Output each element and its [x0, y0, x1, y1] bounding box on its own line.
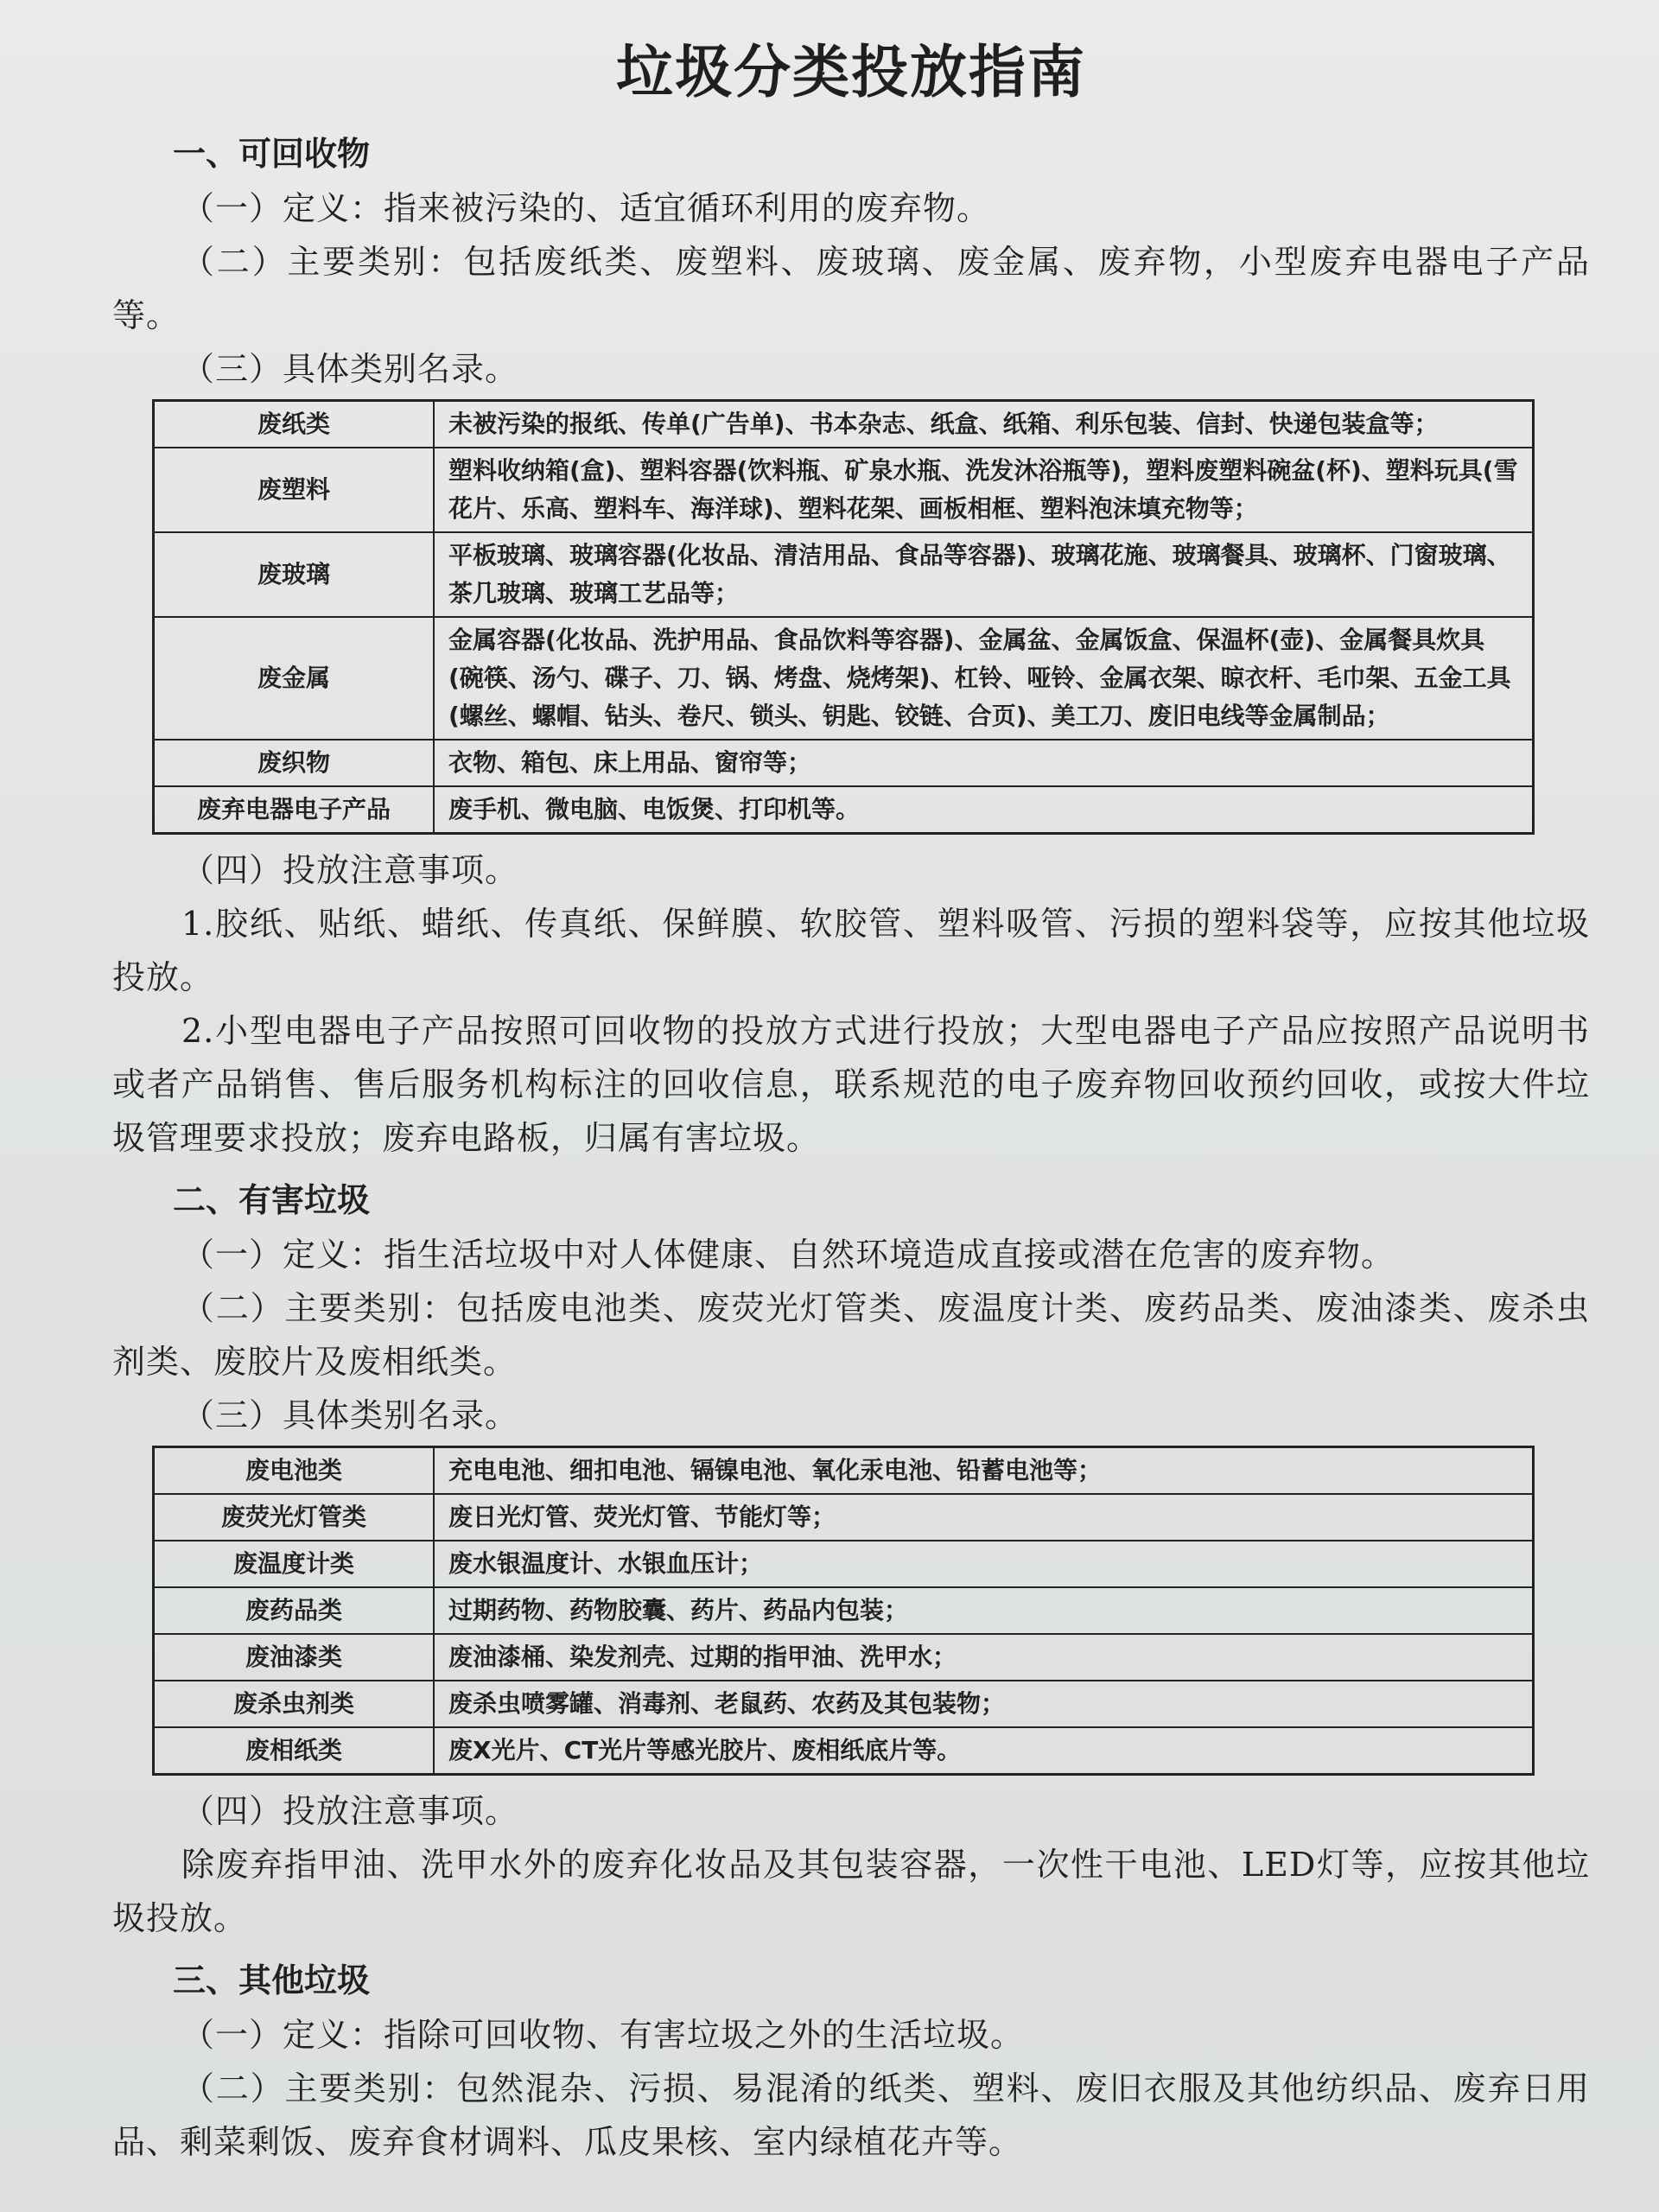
section-heading: 二、有害垃圾 — [173, 1181, 371, 1219]
category-name: 废纸类 — [154, 401, 435, 448]
catalog-heading: （三）具体类别名录。 — [181, 350, 519, 388]
table-row — [154, 1634, 1534, 1681]
table-row — [154, 401, 1534, 448]
category-items: 废X光片、CT光片等感光胶片、废相纸底片等。 — [434, 1727, 1534, 1775]
category-items: 废日光灯管、荧光灯管、节能灯等； — [434, 1494, 1534, 1541]
definition-text: （一）定义：指生活垃圾中对人体健康、自然环境造成直接或潜在危害的废弃物。 — [181, 1236, 1395, 1274]
section-recyclables — [112, 127, 1590, 1165]
hazardous-catalog-table — [152, 1446, 1535, 1776]
main-types-text: （二）主要类别：包括废纸类、废塑料、废玻璃、废金属、废弃物，小型废弃电器电子产品等。 — [112, 243, 1590, 334]
category-name: 废织物 — [154, 740, 435, 786]
definition-text: （一）定义：指来被污染的、适宜循环利用的废弃物。 — [181, 189, 991, 227]
document-title: 垃圾分类投放指南 — [616, 39, 1086, 105]
category-name: 废玻璃 — [154, 532, 435, 617]
main-types-text: （二）主要类别：包括废电池类、废荧光灯管类、废温度计类、废药品类、废油漆类、废杀虫剂类、废胶片及废相纸类。 — [112, 1289, 1590, 1381]
category-items: 平板玻璃、玻璃容器(化妆品、清洁用品、食品等容器)、玻璃花施、玻璃餐具、玻璃杯、门窗玻璃、茶几玻璃、玻璃工艺品等； — [434, 532, 1534, 617]
table-row — [154, 1681, 1534, 1727]
category-items: 废杀虫喷雾罐、消毒剂、老鼠药、农药及其包装物； — [434, 1681, 1534, 1727]
section-heading: 一、可回收物 — [173, 135, 371, 173]
table-row — [154, 1494, 1534, 1541]
table-row — [154, 740, 1534, 786]
main-types-text: （二）主要类别：包然混杂、污损、易混淆的纸类、塑料、废旧衣服及其他纺织品、废弃日用品、剩菜剩饭、废弃食材调料、瓜皮果核、室内绿植花卉等。 — [112, 2069, 1590, 2161]
note-item: 除废弃指甲油、洗甲水外的废弃化妆品及其包装容器，一次性干电池、LED灯等，应按其他垃圾投放。 — [112, 1846, 1590, 1937]
section-heading: 三、其他垃圾 — [173, 1961, 371, 1999]
category-items: 过期药物、药物胶囊、药片、药品内包装； — [434, 1587, 1534, 1634]
category-name: 废相纸类 — [154, 1727, 435, 1775]
category-items: 废水银温度计、水银血压计； — [434, 1541, 1534, 1587]
table-row — [154, 1727, 1534, 1775]
table-row — [154, 617, 1534, 740]
category-items: 金属容器(化妆品、洗护用品、食品饮料等容器)、金属盆、金属饭盒、保温杯(壶)、金属餐具炊具(碗筷、汤勺、碟子、刀、锅、烤盘、烧烤架)、杠铃、哑铃、金属衣架、晾衣杆、毛巾架、五金工具(螺丝、螺帽、钻头、卷尺、锁头、钥匙、铰链、合页)、美工刀、废旧电线等金属制品； — [434, 617, 1534, 740]
table-row — [154, 1587, 1534, 1634]
category-name: 废电池类 — [154, 1447, 435, 1495]
table-row — [154, 532, 1534, 617]
table-row — [154, 786, 1534, 834]
section-other-waste — [112, 1954, 1590, 2169]
category-items: 废油漆桶、染发剂壳、过期的指甲油、洗甲水； — [434, 1634, 1534, 1681]
notes-heading: （四）投放注意事项。 — [181, 1792, 519, 1830]
category-items: 衣物、箱包、床上用品、窗帘等； — [434, 740, 1534, 786]
category-items: 充电电池、细扣电池、镉镍电池、氧化汞电池、铅蓄电池等； — [434, 1447, 1534, 1495]
category-name: 废荧光灯管类 — [154, 1494, 435, 1541]
table-row — [154, 448, 1534, 532]
definition-text: （一）定义：指除可回收物、有害垃圾之外的生活垃圾。 — [181, 2016, 1025, 2054]
section-hazardous — [112, 1173, 1590, 1945]
recyclables-catalog-table — [152, 399, 1535, 835]
category-name: 废弃电器电子产品 — [154, 786, 435, 834]
category-items: 未被污染的报纸、传单(广告单)、书本杂志、纸盒、纸箱、利乐包装、信封、快递包装盒等； — [434, 401, 1534, 448]
category-name: 废温度计类 — [154, 1541, 435, 1587]
note-item: 2.小型电器电子产品按照可回收物的投放方式进行投放；大型电器电子产品应按照产品说明书或者产品销售、售后服务机构标注的回收信息，联系规范的电子废弃物回收预约回收，或按大件垃圾管理要求投放；废弃电路板，归属有害垃圾。 — [112, 1012, 1590, 1157]
note-item: 1.胶纸、贴纸、蜡纸、传真纸、保鲜膜、软胶管、塑料吸管、污损的塑料袋等，应按其他垃圾投放。 — [112, 905, 1590, 996]
category-name: 废金属 — [154, 617, 435, 740]
category-name: 废塑料 — [154, 448, 435, 532]
category-items: 塑料收纳箱(盒)、塑料容器(饮料瓶、矿泉水瓶、洗发沐浴瓶等)，塑料废塑料碗盆(杯)、塑料玩具(雪花片、乐高、塑料车、海洋球)、塑料花架、画板相框、塑料泡沫填充物等； — [434, 448, 1534, 532]
catalog-heading: （三）具体类别名录。 — [181, 1396, 519, 1434]
category-name: 废药品类 — [154, 1587, 435, 1634]
notes-heading: （四）投放注意事项。 — [181, 851, 519, 889]
category-name: 废杀虫剂类 — [154, 1681, 435, 1727]
table-row — [154, 1541, 1534, 1587]
table-row — [154, 1447, 1534, 1495]
category-items: 废手机、微电脑、电饭煲、打印机等。 — [434, 786, 1534, 834]
category-name: 废油漆类 — [154, 1634, 435, 1681]
